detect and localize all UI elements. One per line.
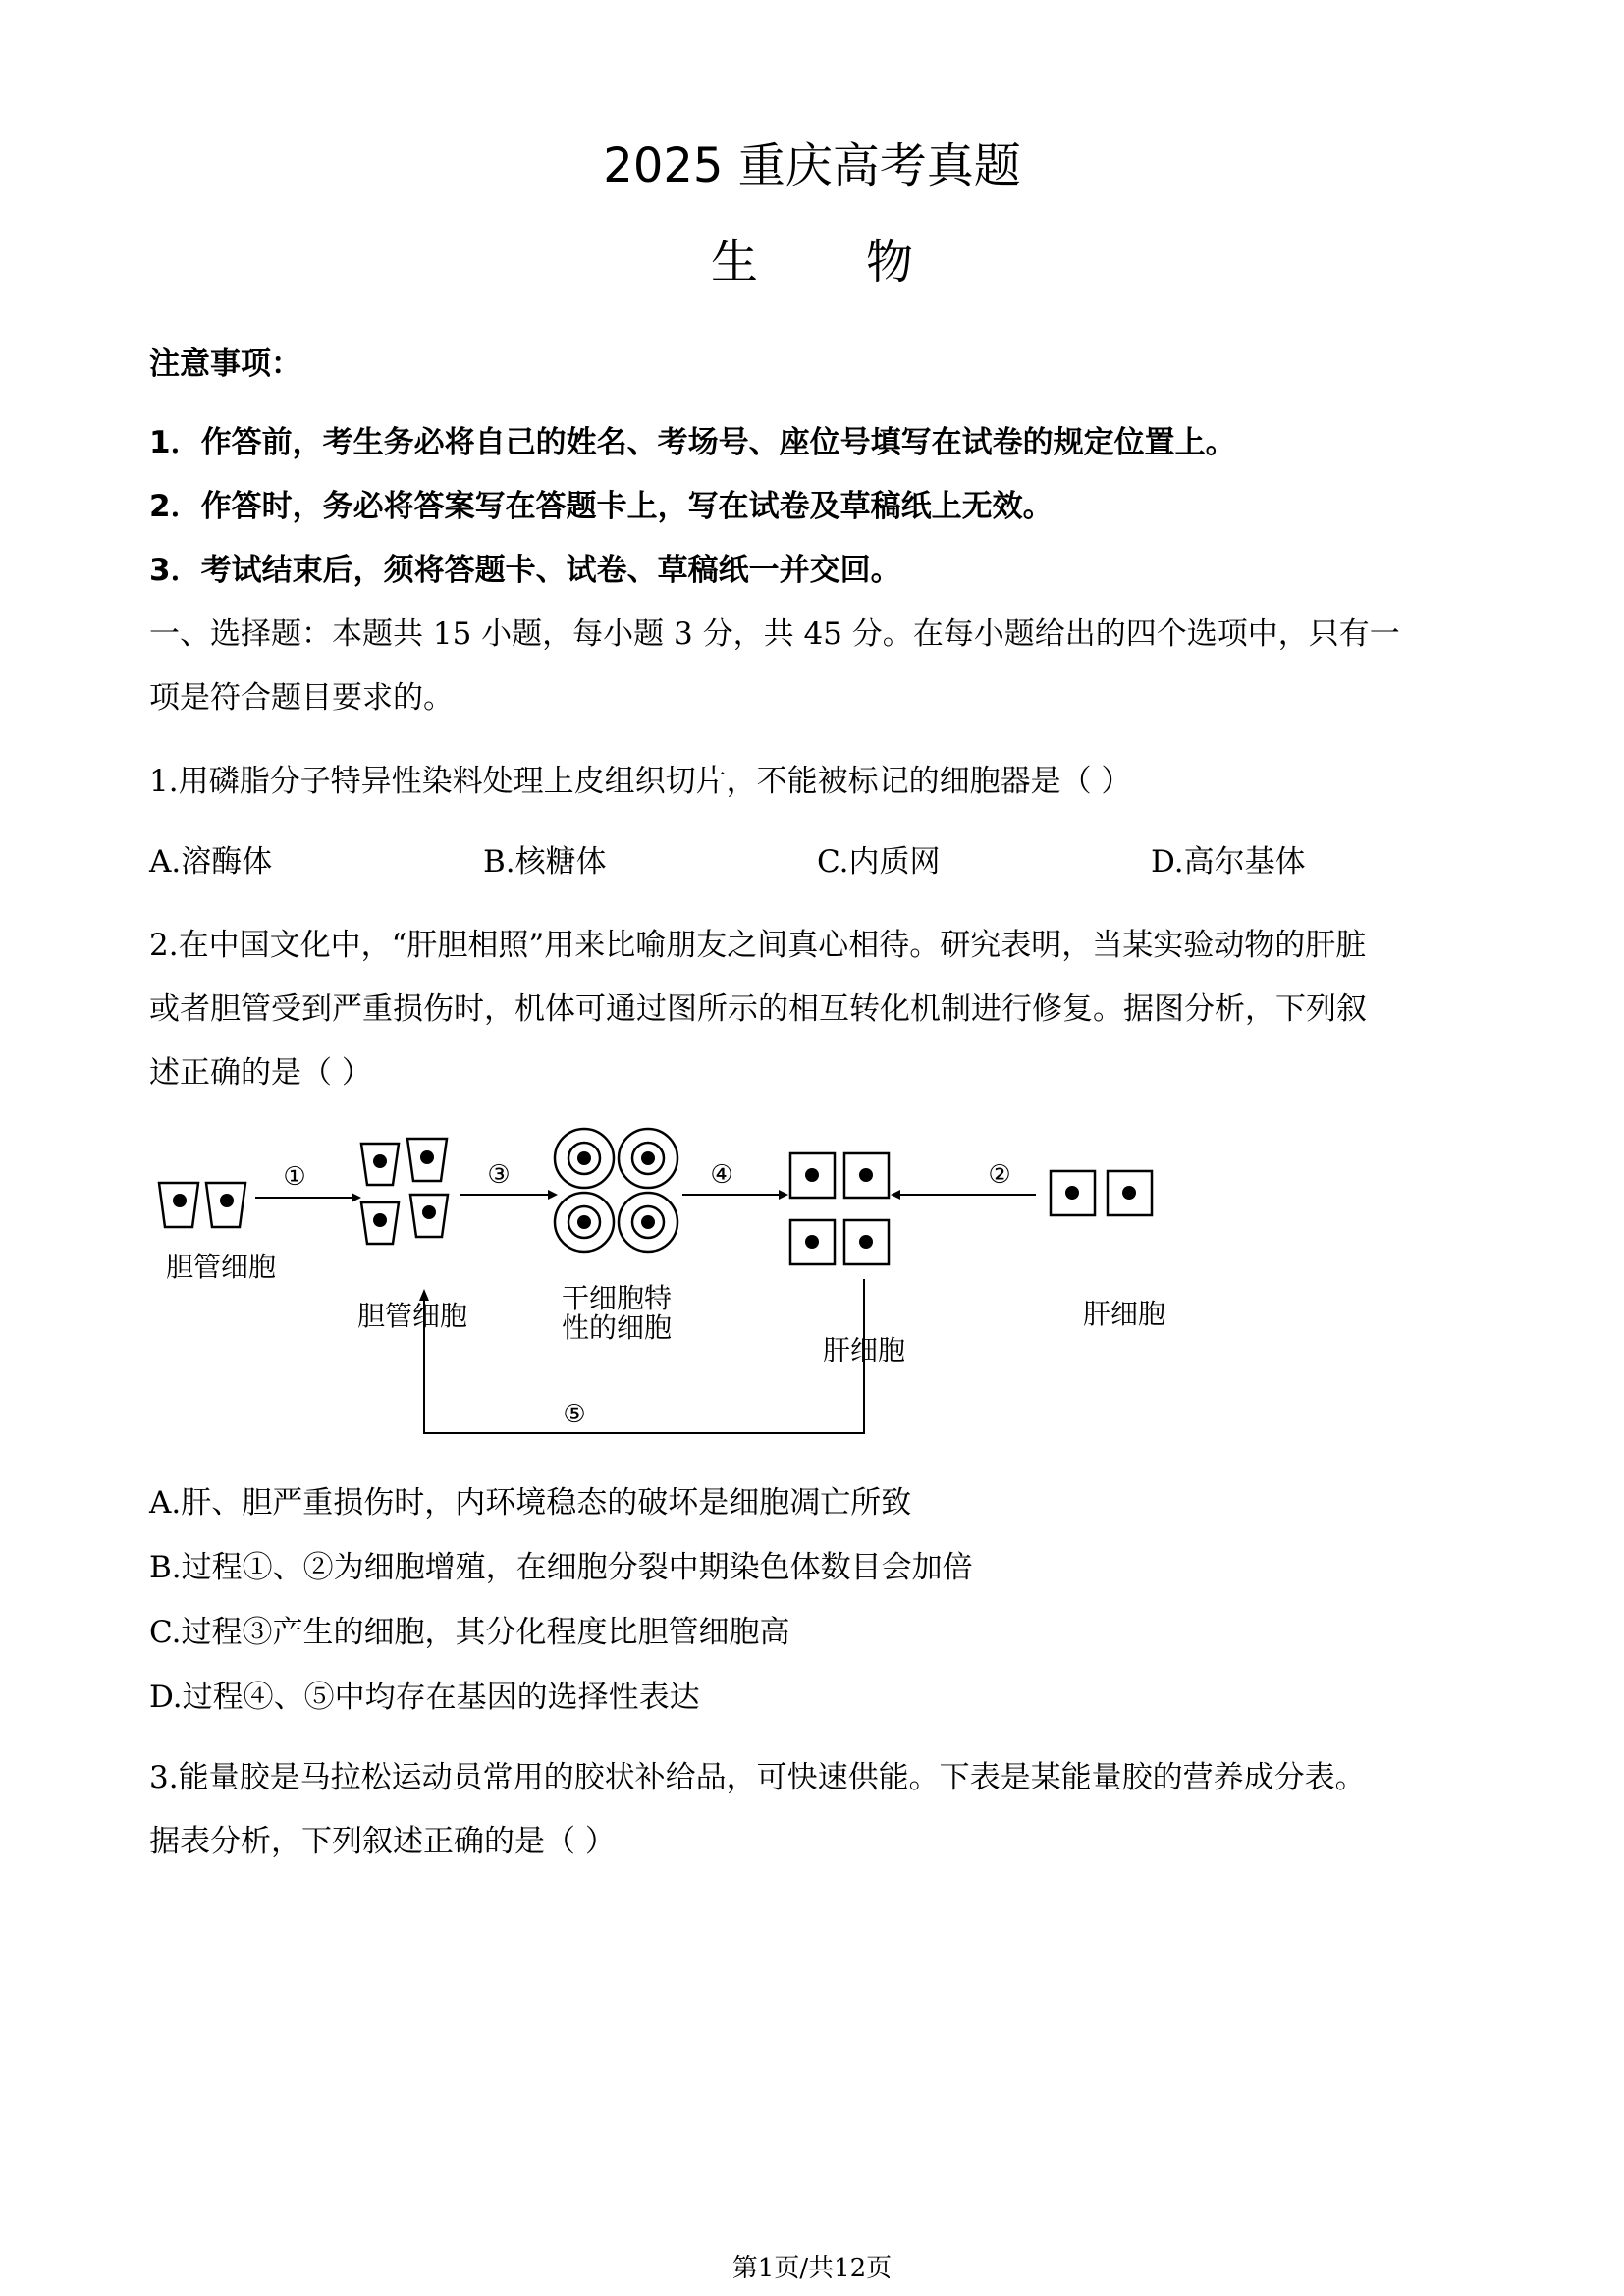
liver-cells-middle [790, 1153, 889, 1264]
question-2-option-a: A.肝、胆严重损伤时，内环境稳态的破坏是细胞凋亡所致 [149, 1485, 912, 1521]
notice-item: 3．考试结束后，须将答题卡、试卷、草稿纸一并交回。 [149, 553, 901, 588]
page-number: 第1页/共12页 [731, 2254, 893, 2283]
question-3-stem: 3.能量胶是马拉松运动员常用的胶状补给品，可快速供能。下表是某能量胶的营养成分表。 [149, 1760, 1366, 1795]
step-2-label: ② [988, 1160, 1011, 1190]
question-1-stem: 1.用磷脂分子特异性染料处理上皮组织切片，不能被标记的细胞器是（ ） [149, 764, 1132, 799]
label-liver-cells-middle: 肝细胞 [822, 1334, 906, 1366]
notice-item: 2．作答时，务必将答案写在答题卡上，写在试卷及草稿纸上无效。 [149, 489, 1054, 524]
cell-conversion-diagram [147, 1124, 1227, 1458]
exam-title: 2025 重庆高考真题 [603, 138, 1021, 193]
label-bile-duct-cells: 胆管细胞 [165, 1251, 277, 1283]
question-2-option-d: D.过程④、⑤中均存在基因的选择性表达 [149, 1680, 700, 1715]
label-stem-like-cells-line1: 干细胞特 [561, 1282, 673, 1314]
label-bile-duct-cells-proliferated: 胆管细胞 [356, 1300, 468, 1332]
question-2-stem: 2.在中国文化中，“肝胆相照”用来比喻朋友之间真心相待。研究表明，当某实验动物的肝脏 [149, 928, 1367, 963]
question-1-option-a: A.溶酶体 [149, 844, 273, 880]
step-4-label: ④ [710, 1160, 733, 1190]
question-3-stem: 据表分析，下列叙述正确的是（ ） [149, 1824, 616, 1859]
step-1-label: ① [283, 1162, 306, 1192]
section-instruction: 一、选择题：本题共 15 小题，每小题 3 分，共 45 分。在每小题给出的四个选项中，只有一 [149, 616, 1400, 652]
question-2-stem: 述正确的是（ ） [149, 1055, 372, 1091]
bile-duct-cells-left [159, 1183, 245, 1227]
notice-item: 1．作答前，考生务必将自己的姓名、考场号、座位号填写在试卷的规定位置上。 [149, 425, 1236, 460]
question-2-option-c: C.过程③产生的细胞，其分化程度比胆管细胞高 [149, 1615, 790, 1650]
step-5-label: ⑤ [563, 1400, 586, 1429]
question-2-stem: 或者胆管受到严重损伤时，机体可通过图所示的相互转化机制进行修复。据图分析，下列叙 [149, 991, 1367, 1027]
label-liver-cells-right: 肝细胞 [1082, 1298, 1166, 1330]
question-1-option-d: D.高尔基体 [1151, 844, 1306, 880]
bile-duct-cells-proliferated [361, 1139, 448, 1244]
question-1-option-b: B.核糖体 [483, 844, 607, 880]
question-2-option-b: B.过程①、②为细胞增殖，在细胞分裂中期染色体数目会加倍 [149, 1550, 973, 1585]
section-instruction: 项是符合题目要求的。 [149, 680, 454, 716]
step-3-label: ③ [487, 1160, 511, 1190]
label-stem-like-cells-line2: 性的细胞 [561, 1311, 673, 1344]
notice-heading: 注意事项： [149, 347, 301, 382]
subject-title: 生物 [710, 235, 1021, 290]
question-1-option-c: C.内质网 [817, 844, 941, 880]
stem-like-cells [555, 1129, 677, 1252]
